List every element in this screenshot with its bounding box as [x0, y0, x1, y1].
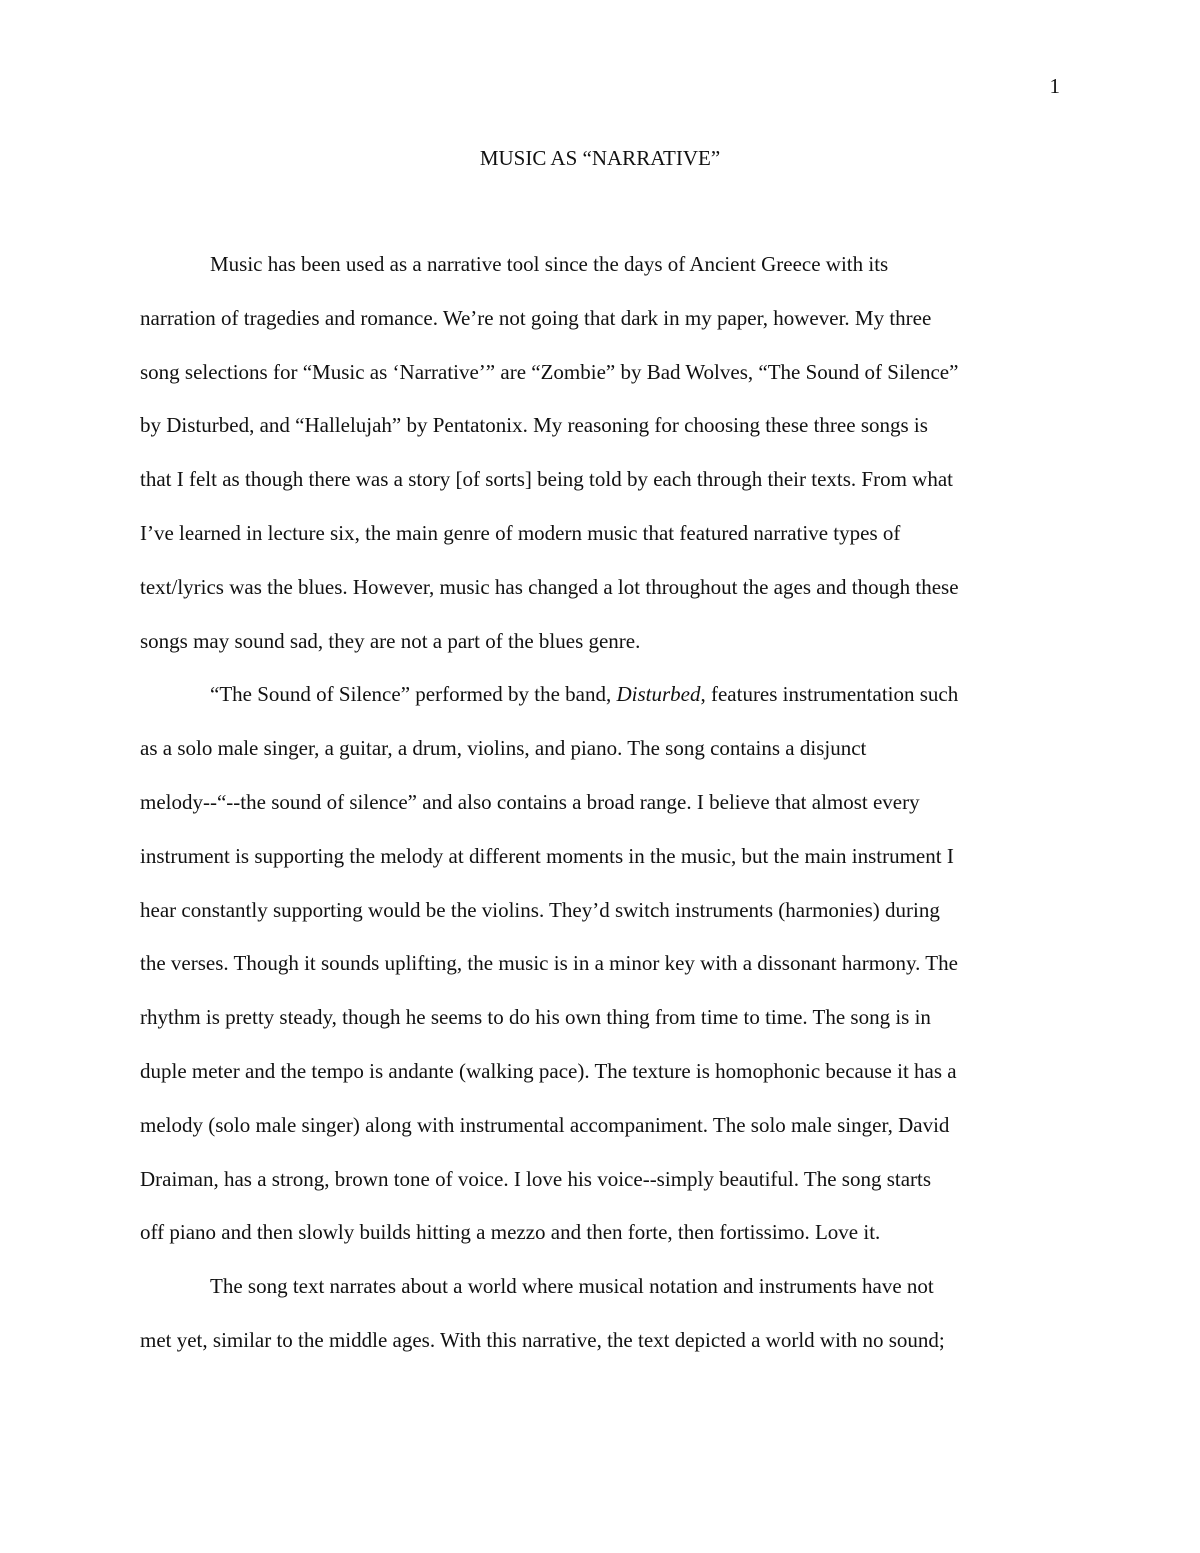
paragraph-2-lead-text: “The Sound of Silence” performed by the band,: [210, 682, 617, 707]
document-body: [140, 250, 1060, 1380]
paragraph-2-line-5: hear constantly supporting would be the violins. They’d switch instruments (harmonies) during: [140, 897, 940, 922]
paragraph-1-line-3: song selections for “Music as ‘Narrative’” are “Zombie” by Bad Wolves, “The Sound of Silence”: [140, 359, 959, 384]
paragraph-2-line-8: duple meter and the tempo is andante (walking pace). The texture is homophonic because it has a: [140, 1058, 957, 1083]
paragraph-2-line-1: [140, 680, 1060, 734]
paragraph-2-line-11: off piano and then slowly builds hitting a mezzo and then forte, then fortissimo. Love it.: [140, 1220, 881, 1245]
paragraph-1-line-8: songs may sound sad, they are not a part of the blues genre.: [140, 628, 641, 653]
paragraph-1-line-5: that I felt as though there was a story [of sorts] being told by each through their texts. From what: [140, 467, 953, 492]
paragraph-1-line-2: narration of tragedies and romance. We’re not going that dark in my paper, however. My three: [140, 305, 932, 330]
paragraph-2-line-2: as a solo male singer, a guitar, a drum, violins, and piano. The song contains a disjunct: [140, 736, 867, 761]
paragraph-2-line-4: instrument is supporting the melody at different moments in the music, but the main instrument I: [140, 843, 954, 868]
band-name-italic: Disturbed: [616, 682, 701, 707]
paragraph-2-line-9: melody (solo male singer) along with instrumental accompaniment. The solo male singer, David: [140, 1112, 950, 1137]
page-number: 1: [1049, 74, 1060, 98]
paragraph-2-line-6: the verses. Though it sounds uplifting, the music is in a minor key with a dissonant harmony. The: [140, 951, 958, 976]
paragraph-1-line-4: by Disturbed, and “Hallelujah” by Pentatonix. My reasoning for choosing these three songs is: [140, 413, 928, 438]
paragraph-3-line-2: met yet, similar to the middle ages. With this narrative, the text depicted a world with no sound;: [140, 1327, 945, 1352]
paragraph-3-line-1: The song text narrates about a world where musical notation and instruments have not: [210, 1274, 934, 1299]
paragraph-2-line-10: Draiman, has a strong, brown tone of voice. I love his voice--simply beautiful. The song starts: [140, 1166, 932, 1191]
paragraph-1-line-7: text/lyrics was the blues. However, music has changed a lot throughout the ages and though these: [140, 574, 959, 599]
paragraph-2-lead-rest: , features instrumentation such: [700, 682, 959, 707]
paragraph-2-line-7: rhythm is pretty steady, though he seems to do his own thing from time to time. The song is in: [140, 1005, 931, 1030]
paragraph-2-line-3: melody--“--the sound of silence” and also contains a broad range. I believe that almost every: [140, 789, 920, 814]
document-title: MUSIC AS “NARRATIVE”: [479, 146, 721, 170]
paragraph-1-line-6: I’ve learned in lecture six, the main genre of modern music that featured narrative types of: [140, 520, 901, 545]
paragraph-1-line-1: Music has been used as a narrative tool since the days of Ancient Greece with its: [210, 252, 889, 276]
